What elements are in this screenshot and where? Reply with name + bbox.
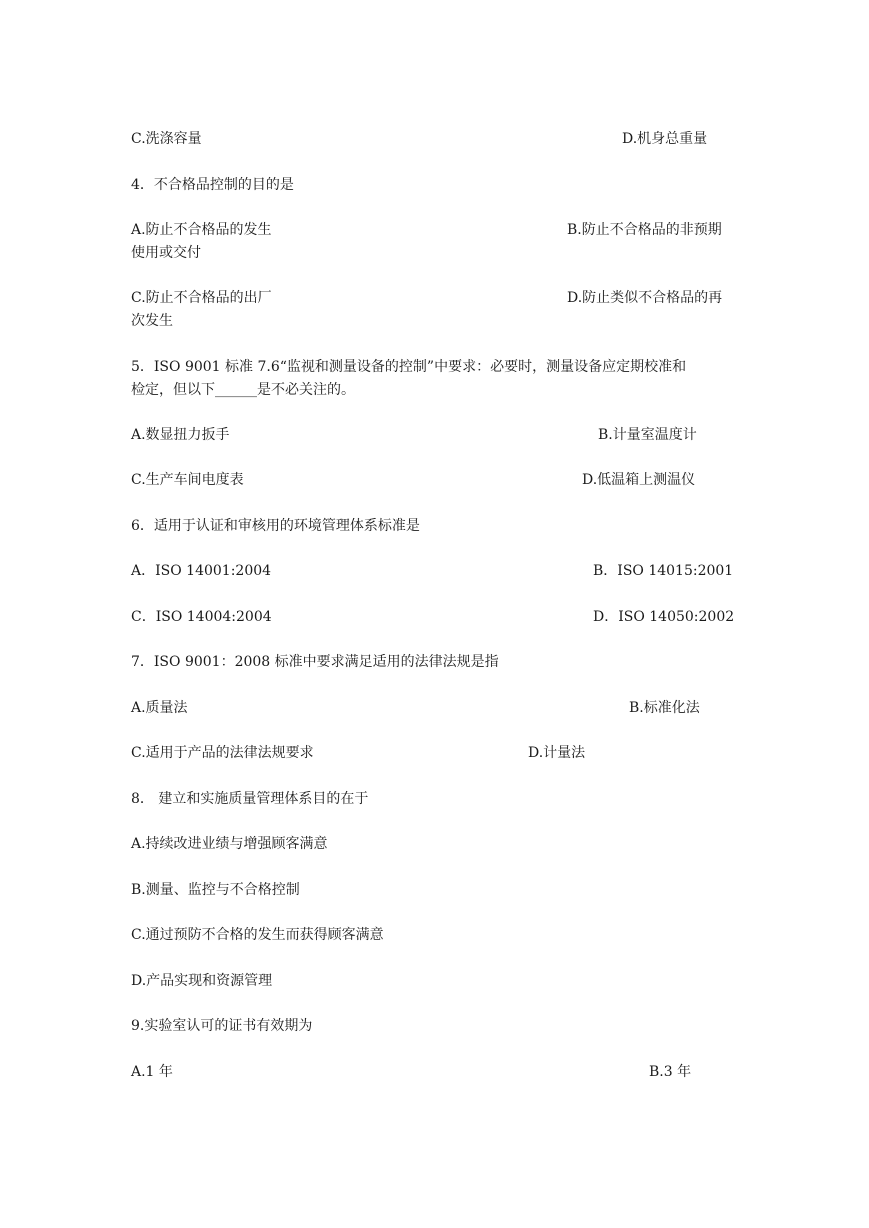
- q7-stem: 7．ISO 9001：2008 标准中要求满足适用的法律法规是指: [131, 654, 499, 670]
- q6-option-a: A．ISO 14001:2004: [131, 563, 272, 579]
- q5-option-c: C.生产车间电度表: [131, 472, 244, 488]
- q5-stem: 5．ISO 9001 标准 7.6“监视和测量设备的控制”中要求：必要时，测量设备应定期校准和: [131, 359, 687, 375]
- q9-stem: 9.实验室认可的证书有效期为: [131, 1018, 313, 1034]
- q7-option-a: A.质量法: [131, 700, 188, 716]
- q8-option-b: B.测量、监控与不合格控制: [131, 882, 300, 898]
- q4-option-d: D.防止类似不合格品的再: [567, 290, 723, 306]
- q3-option-c: C.洗涤容量: [131, 131, 202, 147]
- q6-stem: 6．适用于认证和审核用的环境管理体系标准是: [131, 518, 420, 534]
- q4-stem: 4．不合格品控制的目的是: [131, 177, 294, 193]
- q4-option-c: C.防止不合格品的出厂: [131, 290, 272, 306]
- q7-option-d: D.计量法: [528, 745, 586, 761]
- q5-option-b: B.计量室温度计: [598, 427, 697, 443]
- q6-option-d: D．ISO 14050:2002: [593, 609, 735, 625]
- q8-option-c: C.通过预防不合格的发生而获得顾客满意: [131, 927, 384, 943]
- q5-stem-continued: 检定，但以下______是不必关注的。: [131, 382, 355, 398]
- q6-option-c: C．ISO 14004:2004: [131, 609, 272, 625]
- q6-option-b: B．ISO 14015:2001: [593, 563, 734, 579]
- q4-option-d-continued: 次发生: [131, 313, 173, 329]
- q3-option-d: D.机身总重量: [622, 131, 708, 147]
- q5-option-a: A.数显扭力扳手: [131, 427, 230, 443]
- q7-option-c: C.适用于产品的法律法规要求: [131, 745, 314, 761]
- q4-option-b: B.防止不合格品的非预期: [567, 222, 722, 238]
- q5-option-d: D.低温箱上测温仪: [582, 472, 696, 488]
- q8-option-d: D.产品实现和资源管理: [131, 973, 273, 989]
- q8-stem: 8． 建立和实施质量管理体系目的在于: [131, 791, 369, 807]
- q9-option-b: B.3 年: [649, 1064, 692, 1080]
- q4-option-b-continued: 使用或交付: [131, 245, 201, 261]
- q7-option-b: B.标准化法: [629, 700, 700, 716]
- q8-option-a: A.持续改进业绩与增强顾客满意: [131, 836, 328, 852]
- q9-option-a: A.1 年: [131, 1064, 173, 1080]
- q4-option-a: A.防止不合格品的发生: [131, 222, 272, 238]
